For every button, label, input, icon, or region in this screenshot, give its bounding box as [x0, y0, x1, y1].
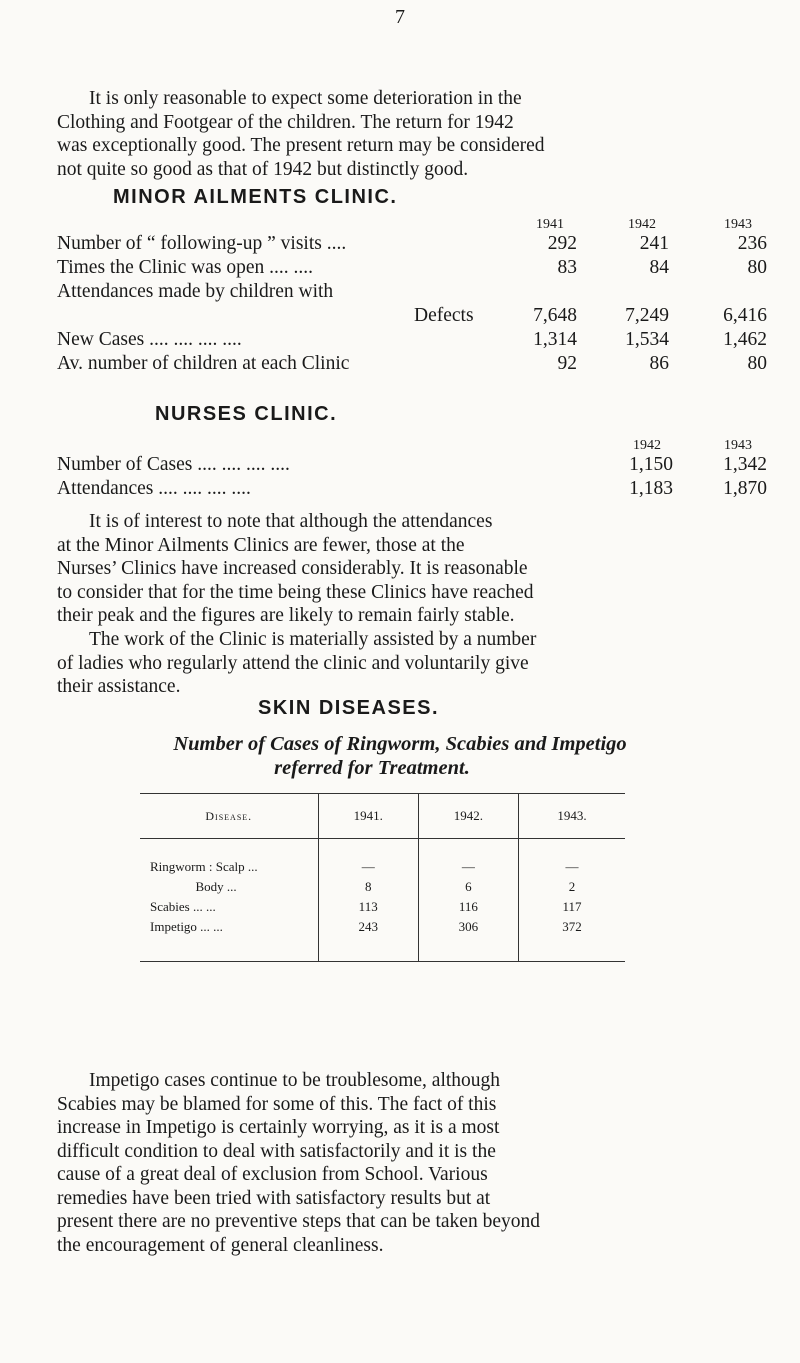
minor-ailments-row: [57, 281, 757, 305]
minor-ailments-row: [57, 305, 767, 329]
table-row: [140, 917, 625, 937]
row-label: Attendances made by children with: [57, 281, 334, 302]
year-header: 1943: [724, 438, 752, 453]
value-1943: 1,342: [723, 454, 767, 475]
text-line: Nurses’ Clinics have increased considerably. It is reasonable: [57, 558, 528, 579]
text-line: the encouragement of general cleanliness.: [57, 1234, 384, 1256]
table-header-row: [140, 794, 625, 839]
nurses-clinic-row: [57, 478, 767, 502]
skin-diseases-heading: SKIN DISEASES.: [258, 697, 440, 719]
table-row: [140, 857, 625, 877]
interest-paragraph: [57, 510, 755, 628]
text-line: not quite so good as that of 1942 but distinctly good.: [57, 158, 469, 180]
value-cell: —: [519, 857, 625, 877]
text-line: present there are no preventive steps that can be taken beyond: [57, 1211, 540, 1232]
text-line: to consider that for the time being these Clinics have reached: [57, 581, 534, 603]
value-1941: 92: [557, 353, 577, 374]
row-label: Defects: [414, 305, 474, 326]
value-cell: 8: [318, 877, 418, 897]
text-line: their peak and the figures are likely to remain fairly stable.: [57, 605, 515, 626]
page-number: 7: [395, 6, 405, 28]
text-line: Scabies may be blamed for some of this. The fact of this: [57, 1093, 497, 1115]
value-1942: 241: [639, 233, 669, 254]
skin-diseases-table: [140, 793, 625, 962]
value-cell: 306: [418, 917, 518, 937]
text-line: increase in Impetigo is certainly worrying, as it is a most: [57, 1117, 500, 1138]
minor-ailments-row: [57, 233, 767, 257]
year-header: 1943: [724, 217, 752, 232]
text-line: The work of the Clinic is materially assisted by a number: [89, 629, 537, 650]
year-header: 1942: [633, 438, 661, 453]
nurses-clinic-heading: NURSES CLINIC.: [155, 403, 338, 425]
value-cell: 2: [519, 877, 625, 897]
value-1943: 80: [747, 353, 767, 374]
value-1942: 1,183: [629, 478, 673, 499]
value-1942: 1,534: [625, 329, 669, 350]
minor-ailments-row: [57, 353, 767, 377]
value-cell: —: [418, 857, 518, 877]
value-cell: 6: [418, 877, 518, 897]
column-header: Disease.: [140, 794, 318, 839]
disease-cell: Ringworm : Scalp ...: [150, 859, 258, 874]
row-label: Number of Cases .... .... .... ....: [57, 454, 290, 475]
disease-cell: Scabies ... ...: [150, 899, 216, 914]
row-label: Attendances .... .... .... ....: [57, 478, 251, 499]
minor-ailments-row: [57, 257, 767, 281]
text-line: remedies have been tried with satisfactory results but at: [57, 1187, 491, 1209]
text-line: Clothing and Footgear of the children. The return for 1942: [57, 111, 514, 133]
impetigo-paragraph: [57, 1069, 755, 1257]
value-1942: 1,150: [629, 454, 673, 475]
value-1941: 292: [547, 233, 577, 254]
intro-paragraph: [57, 87, 755, 181]
text-line: Impetigo cases continue to be troublesome, although: [89, 1070, 501, 1091]
text-line: It is of interest to note that although the attendances: [89, 511, 493, 532]
value-cell: 116: [418, 897, 518, 917]
value-1943: 80: [747, 257, 767, 278]
value-1942: 7,249: [625, 305, 669, 326]
row-label: Av. number of children at each Clinic: [57, 353, 350, 374]
text-line: difficult condition to deal with satisfactorily and it is the: [57, 1140, 496, 1162]
text-line: of ladies who regularly attend the clinic and voluntarily give: [57, 652, 529, 674]
value-1941: 83: [557, 257, 577, 278]
row-label: Times the Clinic was open .... ....: [57, 257, 314, 278]
column-header: 1942.: [418, 794, 518, 839]
text-line: at the Minor Ailments Clinics are fewer, those at the: [57, 534, 465, 556]
table-row: [140, 897, 625, 917]
value-1941: 1,314: [533, 329, 577, 350]
row-label: New Cases .... .... .... ....: [57, 329, 242, 350]
value-cell: 372: [519, 917, 625, 937]
minor-ailments-heading: MINOR AILMENTS CLINIC.: [113, 186, 398, 208]
work-paragraph: [57, 628, 755, 699]
value-1942: 84: [649, 257, 669, 278]
text-line: cause of a great deal of exclusion from School. Various: [57, 1164, 488, 1185]
value-cell: 113: [318, 897, 418, 917]
text-line: their assistance.: [57, 676, 181, 697]
value-cell: 243: [318, 917, 418, 937]
nurses-clinic-row: [57, 454, 767, 478]
disease-cell: Body ...: [150, 879, 237, 894]
skin-table-subtitle: referred for Treatment.: [274, 757, 470, 779]
value-cell: 117: [519, 897, 625, 917]
value-1942: 86: [649, 353, 669, 374]
year-header: 1941: [536, 217, 564, 232]
value-1943: 1,462: [723, 329, 767, 350]
text-line: was exceptionally good. The present return may be considered: [57, 135, 545, 156]
skin-table-subtitle: Number of Cases of Ringworm, Scabies and Impetigo: [173, 733, 627, 755]
row-label: Number of “ following-up ” visits ....: [57, 233, 347, 254]
column-header: 1941.: [318, 794, 418, 839]
value-cell: —: [318, 857, 418, 877]
column-header: 1943.: [519, 794, 625, 839]
year-header: 1942: [628, 217, 656, 232]
value-1943: 1,870: [723, 478, 767, 499]
table-row: [140, 877, 625, 897]
disease-cell: Impetigo ... ...: [150, 919, 223, 934]
value-1941: 7,648: [533, 305, 577, 326]
value-1943: 236: [737, 233, 767, 254]
minor-ailments-row: [57, 329, 767, 353]
value-1943: 6,416: [723, 305, 767, 326]
text-line: It is only reasonable to expect some deterioration in the: [89, 88, 522, 109]
